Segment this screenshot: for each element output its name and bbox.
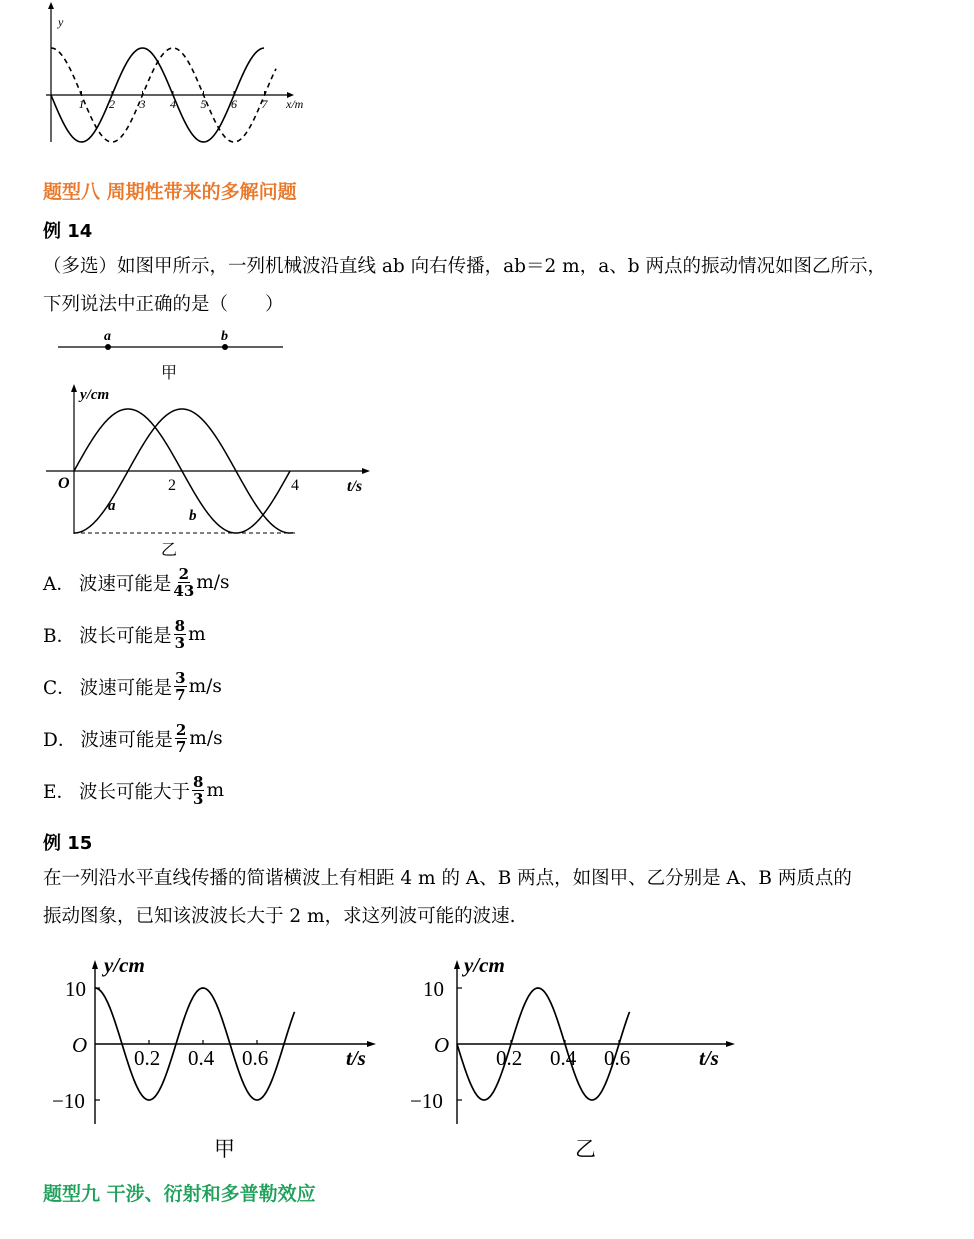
ex15-heading: 例 15 [43,833,93,854]
figure-yi-graph [40,378,380,563]
y-axis-label: y/cm [80,387,110,403]
curve-b-label: b [189,508,197,524]
x-axis-arrow [726,1041,735,1047]
y-pos-label: 10 [423,977,444,1001]
x-tick-label-5: 5 [200,97,207,111]
x-tick-label-3: 3 [139,97,146,111]
option-fraction: $\frac{2}{7}$ [175,721,187,756]
ex14-line1: （多选）如图甲所示，一列机械波沿直线 ab 向右传播，ab＝2 m，a、b 两点的振动情况如图乙所示， [43,256,886,277]
section9-title: 题型九 干涉、衍射和多普勒效应 [43,1183,316,1205]
jia-tick-label-0.4: 0.4 [188,1046,215,1070]
y-axis-arrow [48,2,54,9]
x-axis-label: t/s [347,478,363,495]
ex14-line2: 下列说法中正确的是（ ） [43,294,284,315]
y-axis-label: y/cm [104,953,145,977]
option-letter: C． [43,677,76,699]
yi-tick-label-0.6: 0.6 [604,1046,631,1070]
x-tick-label-1: 1 [78,97,85,111]
graph-yi-caption: 乙 [575,1137,596,1161]
option-letter: B． [43,625,76,647]
option-b[interactable] [43,618,206,651]
x-axis-arrow [362,468,370,474]
option-letter: A． [43,573,75,595]
option-unit: m/s [189,728,223,749]
option-fraction: $\frac{2}{43}$ [173,565,195,600]
point-a-label: a [104,329,111,344]
yi-tick-label-0.4: 0.4 [550,1046,577,1070]
tick-4-label: 4 [291,477,299,494]
y-pos-label: 10 [65,977,86,1001]
option-e[interactable] [43,774,224,807]
figure-yi-caption: 乙 [161,542,178,559]
x-tick-label-7: 7 [261,97,268,111]
graph-jia-caption: 甲 [214,1137,235,1161]
y-axis-arrow [92,960,98,969]
option-d[interactable] [43,722,223,755]
ex15-line1: 在一列沿水平直线传播的简谐横波上有相距 4 m 的 A、B 两点，如图甲、乙分别是 A、B 两质点的 [43,868,852,889]
point-b-dot [222,344,228,350]
origin-label: O [72,1033,88,1057]
x-axis-arrow [367,1041,376,1047]
y-axis-arrow [71,384,77,392]
option-text: 波速可能是 [80,729,173,751]
ex15-graph-yi [407,952,747,1167]
option-fraction: $\frac{8}{3}$ [193,773,204,808]
tick-2-label: 2 [168,477,176,494]
y-neg-label: −10 [52,1089,85,1113]
option-unit: m/s [196,572,230,593]
option-text: 波速可能是 [79,677,173,699]
jia-tick-label-0.6: 0.6 [242,1046,269,1070]
x-axis-label: t/s [699,1046,719,1070]
ex14-heading: 例 14 [43,221,93,242]
option-letter: D． [43,729,77,751]
option-fraction: $\frac{8}{3}$ [174,617,186,652]
origin-label: O [434,1033,450,1057]
x-axis-label: x/m [286,97,304,111]
option-c[interactable] [43,670,222,703]
origin-label: O [58,475,70,492]
curve-a-label: a [108,498,116,514]
x-axis-label: t/s [346,1046,366,1070]
ex15-graph-jia [50,952,390,1167]
y-neg-label: −10 [410,1089,443,1113]
figure-jia-caption: 甲 [161,365,178,382]
ex15-line2: 振动图象，已知该波波长大于 2 m，求这列波可能的波速. [43,906,516,927]
option-text: 波速可能是 [78,573,172,595]
option-text: 波长可能是 [79,625,172,647]
x-tick-label-4: 4 [170,97,176,111]
wave-figure-top [38,0,328,150]
option-letter: E． [43,781,76,803]
y-axis-arrow [454,960,460,969]
option-unit: m [188,624,206,645]
option-fraction: $\frac{3}{7}$ [175,669,186,704]
x-tick-label-6: 6 [231,97,237,111]
jia-tick-label-0.2: 0.2 [134,1046,161,1070]
point-a-dot [105,344,111,350]
y-axis-label: y [58,15,64,29]
point-b-label: b [221,329,228,344]
section8-title: 题型八 周期性带来的多解问题 [43,181,297,203]
x-tick-label-2: 2 [109,97,115,111]
option-text: 波长可能大于 [79,781,191,803]
option-unit: m [206,780,225,801]
yi-tick-label-0.2: 0.2 [496,1046,523,1070]
option-unit: m/s [188,676,222,697]
y-axis-label: y/cm [464,953,505,977]
option-a[interactable] [43,566,230,599]
